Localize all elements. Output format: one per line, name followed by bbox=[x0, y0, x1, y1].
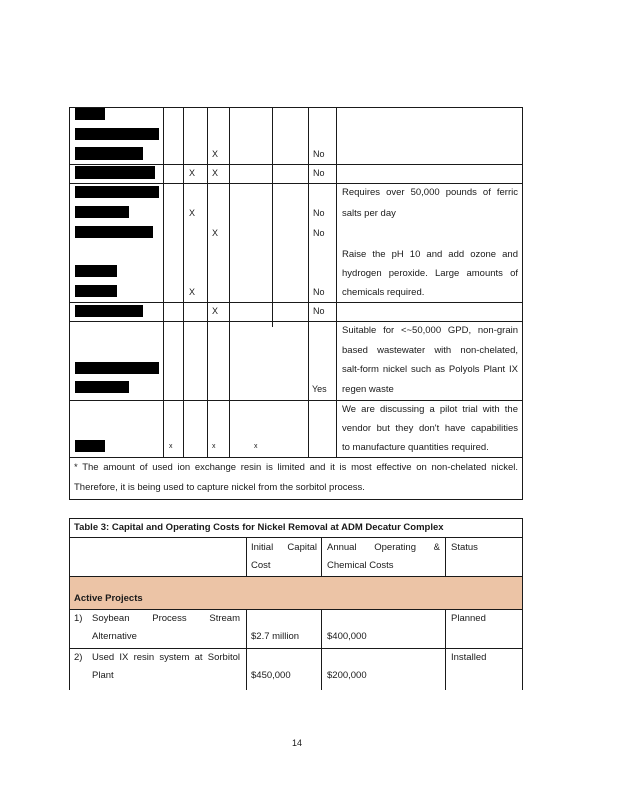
status: Installed bbox=[451, 652, 487, 663]
annual-cost: $400,000 bbox=[327, 631, 367, 642]
header-initial-cost: Initial Capital bbox=[251, 542, 317, 553]
check-mark: X bbox=[212, 306, 219, 316]
header-annual-costs-2: Chemical Costs bbox=[327, 560, 394, 571]
feasibility-result: Yes bbox=[312, 384, 327, 394]
row-number: 2) bbox=[74, 652, 83, 663]
header-initial-cost-2: Cost bbox=[251, 560, 271, 571]
notes-line: vendor but they don't have capabilities bbox=[342, 423, 518, 434]
redaction-block bbox=[75, 166, 155, 179]
check-mark: X bbox=[189, 168, 196, 178]
initial-cost: $2.7 million bbox=[251, 631, 300, 642]
section-label: Active Projects bbox=[74, 593, 143, 604]
footnote-line: Therefore, it is being used to capture nickel from the sorbitol process. bbox=[74, 482, 365, 493]
notes-line: based wastewater with non-chelated, bbox=[342, 345, 518, 356]
feasibility-result: No bbox=[313, 149, 325, 159]
notes-line: hydrogen peroxide. Large amounts of bbox=[342, 268, 518, 279]
row-number: 1) bbox=[74, 613, 83, 624]
notes-line: We are discussing a pilot trial with the bbox=[342, 404, 518, 415]
notes-line: chemicals required. bbox=[342, 287, 425, 298]
redaction-block bbox=[75, 265, 117, 277]
redaction-block bbox=[75, 108, 105, 120]
check-mark: X bbox=[189, 287, 196, 297]
notes-line: to manufacture quantities required. bbox=[342, 442, 489, 453]
notes-line: regen waste bbox=[342, 384, 394, 395]
status: Planned bbox=[451, 613, 486, 624]
feasibility-result: No bbox=[313, 287, 325, 297]
page-number: 14 bbox=[292, 738, 303, 748]
redaction-block bbox=[75, 186, 159, 198]
check-mark: x bbox=[254, 443, 258, 450]
feasibility-result: No bbox=[313, 306, 325, 316]
annual-cost: $200,000 bbox=[327, 670, 367, 681]
feasibility-result: No bbox=[313, 208, 325, 218]
feasibility-result: No bbox=[313, 228, 325, 238]
redaction-block bbox=[75, 226, 153, 238]
redaction-block bbox=[75, 206, 129, 218]
check-mark: X bbox=[212, 149, 219, 159]
redaction-block bbox=[75, 440, 105, 452]
project-description-2: Plant bbox=[92, 670, 114, 681]
check-mark: X bbox=[212, 228, 219, 238]
project-description-2: Alternative bbox=[92, 631, 137, 642]
notes-line: Suitable for <~50,000 GPD, non-grain bbox=[342, 325, 518, 336]
check-mark: X bbox=[212, 168, 219, 178]
redaction-block bbox=[75, 128, 159, 140]
check-mark: x bbox=[169, 443, 173, 450]
notes-line: Requires over 50,000 pounds of ferric bbox=[342, 187, 518, 198]
project-description: Soybean Process Stream bbox=[92, 613, 240, 624]
notes-line: salts per day bbox=[342, 208, 396, 219]
header-status: Status bbox=[451, 542, 478, 553]
table-title: Table 3: Capital and Operating Costs for Nickel Removal at ADM Decatur Complex bbox=[74, 522, 444, 533]
project-description: Used IX resin system at Sorbitol bbox=[92, 652, 240, 663]
redaction-block bbox=[75, 381, 129, 393]
check-mark: x bbox=[212, 443, 216, 450]
header-annual-costs: Annual Operating & bbox=[327, 542, 440, 553]
notes-line: Raise the pH 10 and add ozone and bbox=[342, 249, 518, 260]
footnote-line: * The amount of used ion exchange resin is limited and it is most effective on non-chelated nickel. bbox=[74, 462, 518, 473]
feasibility-result: No bbox=[313, 168, 325, 178]
redaction-block bbox=[75, 362, 159, 374]
redaction-block bbox=[75, 285, 117, 297]
check-mark: X bbox=[189, 208, 196, 218]
notes-line: salt-form nickel such as Polyols Plant IX bbox=[342, 364, 518, 375]
redaction-block bbox=[75, 305, 143, 317]
initial-cost: $450,000 bbox=[251, 670, 291, 681]
redaction-block bbox=[75, 147, 143, 160]
